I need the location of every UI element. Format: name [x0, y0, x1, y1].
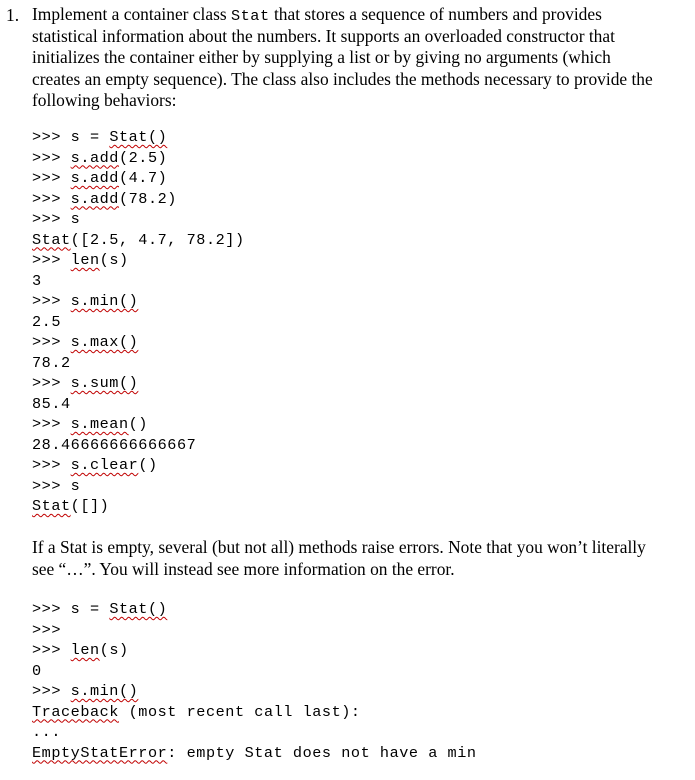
- code-text: 2.5: [32, 312, 61, 331]
- code-line: [32, 271, 245, 292]
- class-name-inline-code: Stat: [230, 7, 270, 25]
- code-text: (78.2): [118, 189, 177, 208]
- code-line: [32, 353, 245, 374]
- error-session-code: [32, 599, 477, 763]
- code-text: ...: [32, 723, 61, 741]
- code-line: [32, 476, 245, 497]
- code-squiggle-text: s.add: [70, 148, 119, 167]
- empty-note-paragraph: [32, 537, 692, 580]
- code-squiggle-text: s.sum(): [70, 374, 139, 392]
- code-line: [32, 681, 477, 702]
- code-text: (): [138, 456, 158, 474]
- code-line: [32, 394, 245, 415]
- code-text: 0: [32, 661, 42, 680]
- intro-line: Implement a container class Stat that stores a sequence of numbers and provides: [32, 4, 602, 25]
- code-line: [32, 168, 245, 189]
- code-line: [32, 620, 477, 641]
- code-prompt: >>>: [32, 600, 71, 618]
- code-squiggle-text: Stat(): [109, 600, 168, 618]
- code-squiggle-text: s.clear: [70, 456, 139, 474]
- code-prompt: >>>: [32, 292, 71, 310]
- intro-line: initializes the container either by supplying a list or by giving no arguments (which: [32, 47, 611, 67]
- code-line: [32, 250, 245, 271]
- code-line: [32, 332, 245, 353]
- code-line: [32, 722, 477, 743]
- code-line: [32, 496, 245, 517]
- code-text: (4.7): [118, 169, 168, 187]
- code-line: [32, 312, 245, 333]
- code-text: 3: [32, 271, 42, 290]
- code-prompt: >>>: [32, 620, 61, 639]
- code-prompt: >>>: [32, 333, 71, 351]
- code-prompt: >>>: [32, 641, 71, 659]
- code-squiggle-text: Stat: [32, 230, 71, 249]
- code-text: s: [70, 210, 81, 228]
- intro-line: statistical information about the numbers. It supports an overloaded constructor that: [32, 25, 615, 46]
- code-line: [32, 661, 477, 682]
- code-text: (2.5): [118, 148, 168, 167]
- code-prompt: >>>: [32, 210, 71, 228]
- code-text: s =: [70, 600, 110, 618]
- code-text: (): [128, 415, 148, 433]
- intro-line: following behaviors:: [32, 90, 177, 110]
- code-text: 28.46666666666667: [32, 435, 197, 454]
- code-text: ([2.5, 4.7, 78.2]): [70, 230, 245, 249]
- question-number: 1.: [6, 5, 20, 25]
- code-text: s: [70, 476, 81, 495]
- code-text: s =: [70, 128, 110, 146]
- code-prompt: >>>: [32, 251, 71, 269]
- code-line: [32, 230, 245, 251]
- note-line: If a Stat is empty, several (but not all) methods raise errors. Note that you won’t literally: [32, 537, 646, 557]
- code-prompt: >>>: [32, 476, 71, 495]
- code-text: : empty Stat does not have a min: [167, 743, 477, 762]
- code-prompt: >>>: [32, 415, 71, 433]
- code-squiggle-text: s.max(): [70, 333, 139, 351]
- code-squiggle-text: len: [70, 251, 100, 269]
- code-line: [32, 455, 245, 476]
- code-text: 78.2: [32, 353, 71, 372]
- code-line: [32, 640, 477, 661]
- code-line: [32, 414, 245, 435]
- code-line: [32, 148, 245, 169]
- code-squiggle-text: s.min(): [70, 682, 139, 700]
- code-text: 85.4: [32, 394, 71, 413]
- code-prompt: >>>: [32, 189, 71, 208]
- code-text: (most recent call last):: [118, 702, 361, 721]
- code-prompt: >>>: [32, 128, 71, 146]
- code-prompt: >>>: [32, 374, 71, 392]
- code-line: [32, 743, 477, 764]
- code-squiggle-text: s.min(): [70, 292, 139, 310]
- code-squiggle-text: Stat(): [109, 128, 168, 146]
- code-text: (s): [99, 251, 129, 269]
- note-line: see “…”. You will instead see more information on the error.: [32, 558, 455, 579]
- code-line: [32, 702, 477, 723]
- code-line: [32, 599, 477, 620]
- code-line: [32, 373, 245, 394]
- code-line: [32, 127, 245, 148]
- code-line: [32, 189, 245, 210]
- intro-line: creates an empty sequence). The class also includes the methods necessary to provide the: [32, 68, 653, 89]
- code-squiggle-text: s.add: [70, 169, 119, 187]
- code-squiggle-text: Stat: [32, 497, 71, 515]
- code-line: [32, 291, 245, 312]
- code-squiggle-text: Traceback: [32, 702, 119, 721]
- intro-paragraph: [32, 4, 692, 112]
- code-prompt: >>>: [32, 148, 71, 167]
- code-text: ([]): [70, 497, 110, 515]
- code-line: [32, 435, 245, 456]
- code-squiggle-text: len: [70, 641, 100, 659]
- code-prompt: >>>: [32, 682, 71, 700]
- code-squiggle-text: EmptyStatError: [32, 743, 168, 762]
- code-line: [32, 209, 245, 230]
- code-squiggle-text: s.mean: [70, 415, 129, 433]
- code-squiggle-text: s.add: [70, 189, 119, 208]
- code-text: (s): [99, 641, 129, 659]
- code-prompt: >>>: [32, 456, 71, 474]
- example-session-code: [32, 127, 245, 517]
- code-prompt: >>>: [32, 169, 71, 187]
